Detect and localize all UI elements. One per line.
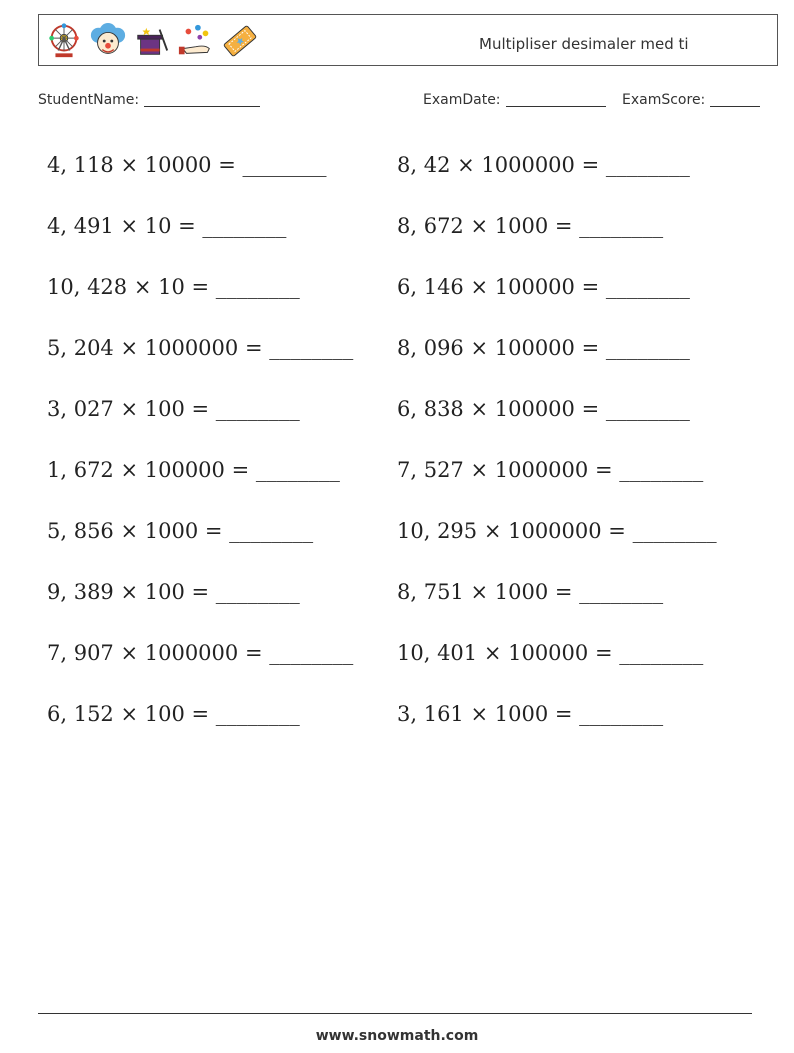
worksheet-header bbox=[38, 14, 778, 66]
header-icons bbox=[45, 21, 259, 61]
problem-left-10: 6, 152 × 100 = ________ bbox=[47, 702, 300, 726]
magic-hat-icon bbox=[133, 21, 171, 61]
exam-date-label: ExamDate: bbox=[423, 92, 501, 108]
problem-left-1: 4, 118 × 10000 = ________ bbox=[47, 153, 327, 177]
problem-left-4: 5, 204 × 1000000 = ________ bbox=[47, 336, 354, 360]
clown-icon bbox=[89, 21, 127, 61]
footer-site: www.snowmath.com bbox=[315, 1028, 479, 1044]
exam-score-field bbox=[622, 92, 760, 108]
worksheet-title: Multipliser desimaler med ti bbox=[479, 35, 689, 53]
problem-right-4: 8, 096 × 100000 = ________ bbox=[397, 336, 690, 360]
problem-right-9: 10, 401 × 100000 = ________ bbox=[397, 641, 704, 665]
problem-right-8: 8, 751 × 1000 = ________ bbox=[397, 580, 664, 604]
problem-right-5: 6, 838 × 100000 = ________ bbox=[397, 397, 690, 421]
exam-date-blank[interactable] bbox=[506, 92, 606, 107]
problem-right-2: 8, 672 × 1000 = ________ bbox=[397, 214, 664, 238]
problem-left-3: 10, 428 × 10 = ________ bbox=[47, 275, 300, 299]
exam-score-label: ExamScore: bbox=[622, 92, 706, 108]
problem-right-10: 3, 161 × 1000 = ________ bbox=[397, 702, 664, 726]
problem-left-6: 1, 672 × 100000 = ________ bbox=[47, 458, 340, 482]
problem-left-2: 4, 491 × 10 = ________ bbox=[47, 214, 287, 238]
problem-right-3: 6, 146 × 100000 = ________ bbox=[397, 275, 690, 299]
problem-right-6: 7, 527 × 1000000 = ________ bbox=[397, 458, 704, 482]
problem-left-9: 7, 907 × 1000000 = ________ bbox=[47, 641, 354, 665]
problem-left-5: 3, 027 × 100 = ________ bbox=[47, 397, 300, 421]
footer-divider bbox=[38, 1013, 752, 1014]
exam-date-field bbox=[423, 92, 606, 108]
student-name-blank[interactable] bbox=[144, 92, 260, 107]
problem-left-8: 9, 389 × 100 = ________ bbox=[47, 580, 300, 604]
problem-right-1: 8, 42 × 1000000 = ________ bbox=[397, 153, 690, 177]
student-name-label: StudentName: bbox=[38, 92, 140, 108]
ferris-wheel-icon bbox=[45, 21, 83, 61]
problem-left-7: 5, 856 × 1000 = ________ bbox=[47, 519, 314, 543]
ticket-icon bbox=[221, 21, 259, 61]
exam-score-blank[interactable] bbox=[710, 92, 760, 107]
juggling-hand-icon bbox=[177, 21, 215, 61]
problem-right-7: 10, 295 × 1000000 = ________ bbox=[397, 519, 717, 543]
student-name-field bbox=[38, 92, 260, 108]
